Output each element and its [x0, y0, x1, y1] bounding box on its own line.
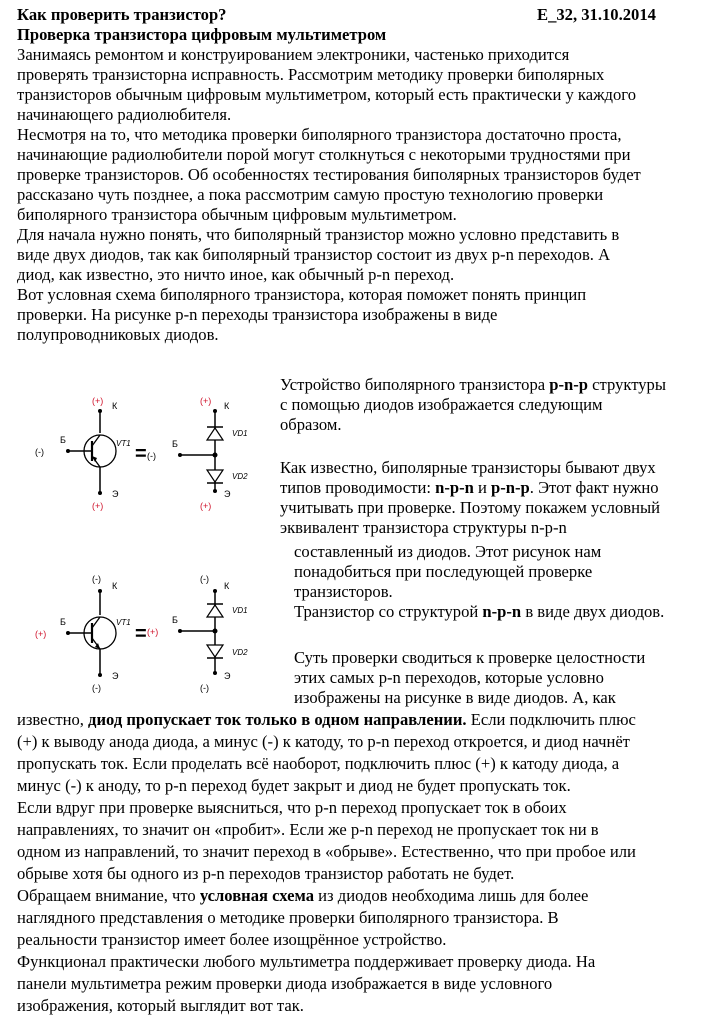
text-line: транзисторов. [294, 582, 393, 601]
collector-polarity-label: (+) [92, 396, 104, 406]
emitter-polarity-label: (-) [200, 683, 209, 693]
text-line: полупроводниковых диодов. [17, 325, 219, 344]
text-line: составленный из диодов. Этот рисунок нам [294, 542, 602, 561]
vt1-label: VT1 [116, 439, 131, 448]
text-line: обрыве хотя бы одного из p-n переходов транзистор работать не будет. [17, 864, 515, 883]
text-line: этих самых p-n переходов, которые условно [294, 668, 604, 687]
text-line: Транзистор со структурой n-p-n в виде двух диодов. [294, 602, 665, 621]
text-line: пропускать ток. Если проделать всё наоборот, подключить плюс (+) к катоду диода, а [17, 754, 620, 773]
base-label: Б [60, 435, 66, 445]
text-line: понадобиться при последующей проверке [294, 562, 593, 581]
diode-vd2-symbol [207, 470, 223, 482]
pnp-transistor-diagram [20, 385, 285, 517]
emitter-polarity-label: (+) [92, 501, 104, 511]
anode-polarity-label: (+) [200, 396, 212, 406]
text-line: начинающие радиолюбители порой могут столкнуться с некоторыми трудностями при [17, 145, 631, 164]
text-line: Функционал практически любого мультиметра поддерживает проверку диода. На [17, 952, 596, 971]
text-line: реальности транзистор имеет более изощрённое устройство. [17, 930, 447, 949]
text-line: биполярного транзистора обычным цифровым мультиметром. [17, 205, 457, 224]
emitter-label: Э [112, 671, 119, 681]
text-line: изображения, который выглядит вот так. [17, 996, 304, 1015]
vt1-label: VT1 [116, 618, 131, 627]
collector-label: К [224, 581, 230, 591]
emitter-polarity-label: (-) [92, 683, 101, 693]
base-label: Б [60, 617, 66, 627]
npn-transistor-diagram [20, 565, 285, 700]
text-line: минус (-) к аноду, то p-n переход будет закрыт и диод не будет пропускать ток. [17, 776, 571, 795]
text-line: Несмотря на то, что методика проверки биполярного транзистора достаточно проста, [17, 125, 622, 144]
text-line: Суть проверки сводиться к проверке целостности [294, 648, 646, 667]
diode-vd1-symbol [207, 428, 223, 440]
base-polarity-label: (-) [147, 451, 156, 461]
text-line: транзисторов обычным цифровым мультиметром, который есть практически у каждого [17, 85, 636, 104]
text-line: Занимаясь ремонтом и конструированием электроники, частенько приходится [17, 45, 570, 64]
vd1-label: VD1 [232, 606, 248, 615]
vd2-label: VD2 [232, 472, 248, 481]
text-line: Обращаем внимание, что условная схема из диодов необходима лишь для более [17, 886, 589, 905]
text-line: Вот условная схема биполярного транзистора, которая поможет понять принцип [17, 285, 587, 304]
text-line: изображены на рисунке в виде диодов. А, как [294, 688, 616, 707]
text-line: образом. [280, 415, 342, 434]
collector-label: К [112, 581, 118, 591]
text-line: с помощью диодов изображается следующим [280, 395, 603, 414]
emitter-label: Э [112, 489, 119, 499]
text-line: Как известно, биполярные транзисторы бывают двух [280, 458, 656, 477]
document-subtitle: Проверка транзистора цифровым мультиметром [17, 25, 387, 44]
text-line: Устройство биполярного транзистора p-n-p структуры [280, 375, 666, 394]
collector-label: К [224, 401, 230, 411]
text-line: направлениях, то значит он «пробит». Если же p-n переход не пропускает ток ни в [17, 820, 599, 839]
text-line: Если вдруг при проверке выясниться, что p-n переход пропускает ток в обоих [17, 798, 567, 817]
document-id-date: E_32, 31.10.2014 [537, 5, 656, 24]
text-line: начинающего радиолюбителя. [17, 105, 232, 124]
text-line: наглядного представления о методике проверки биполярного транзистора. В [17, 908, 559, 927]
text-line: виде двух диодов, так как биполярный транзистор состоит из двух p-n переходов. А [17, 245, 611, 264]
vd2-label: VD2 [232, 648, 248, 657]
text-line: эквивалент транзистора структуры n-p-n [280, 518, 567, 537]
text-line: панели мультиметра режим проверки диода изображается в виде условного [17, 974, 553, 993]
text-line: проверять транзисторна исправность. Рассмотрим методику проверки биполярных [17, 65, 605, 84]
text-line: Для начала нужно понять, что биполярный транзистор можно условно представить в [17, 225, 620, 244]
base-polarity-label: (+) [35, 629, 47, 639]
base-label: Б [172, 439, 178, 449]
collector-polarity-label: (-) [200, 574, 209, 584]
text-line: диод, как известно, это ничто иное, как обычный p-n переход. [17, 265, 455, 284]
diode-vd1-symbol [207, 605, 223, 617]
text-line: (+) к выводу анода диода, а минус (-) к катоду, то p-n переход откроется, и диод начнёт [17, 732, 630, 751]
emitter-label: Э [224, 489, 231, 499]
vd1-label: VD1 [232, 429, 248, 438]
text-line: учитывать при проверке. Поэтому покажем условный [280, 498, 660, 517]
text-line: одном из направлений, то значит переход в «обрыве». Естественно, что при пробое или [17, 842, 636, 861]
emitter-polarity-label: (+) [200, 501, 212, 511]
emitter-label: Э [224, 671, 231, 681]
collector-label: К [112, 401, 118, 411]
text-line: типов проводимости: n-p-n и p-n-p. Этот факт нужно [280, 478, 659, 497]
equals-sign: = [135, 443, 147, 465]
collector-polarity-label: (-) [92, 574, 101, 584]
equals-sign: = [135, 623, 147, 645]
diode-vd2-symbol [207, 645, 223, 657]
base-polarity-label: (+) [147, 627, 159, 637]
document-title: Как проверить транзистор? [17, 5, 227, 24]
base-polarity-label: (-) [35, 447, 44, 457]
text-line: известно, диод пропускает ток только в одном направлении. Если подключить плюс [17, 710, 636, 729]
base-label: Б [172, 615, 178, 625]
text-line: рассказано чуть позднее, а пока рассмотрим самую простую технологию проверки [17, 185, 604, 204]
text-line: проверки. На рисунке p-n переходы транзистора изображены в виде [17, 305, 498, 324]
text-line: проверке транзисторов. Об особенностях тестирования биполярных транзисторов будет [17, 165, 641, 184]
